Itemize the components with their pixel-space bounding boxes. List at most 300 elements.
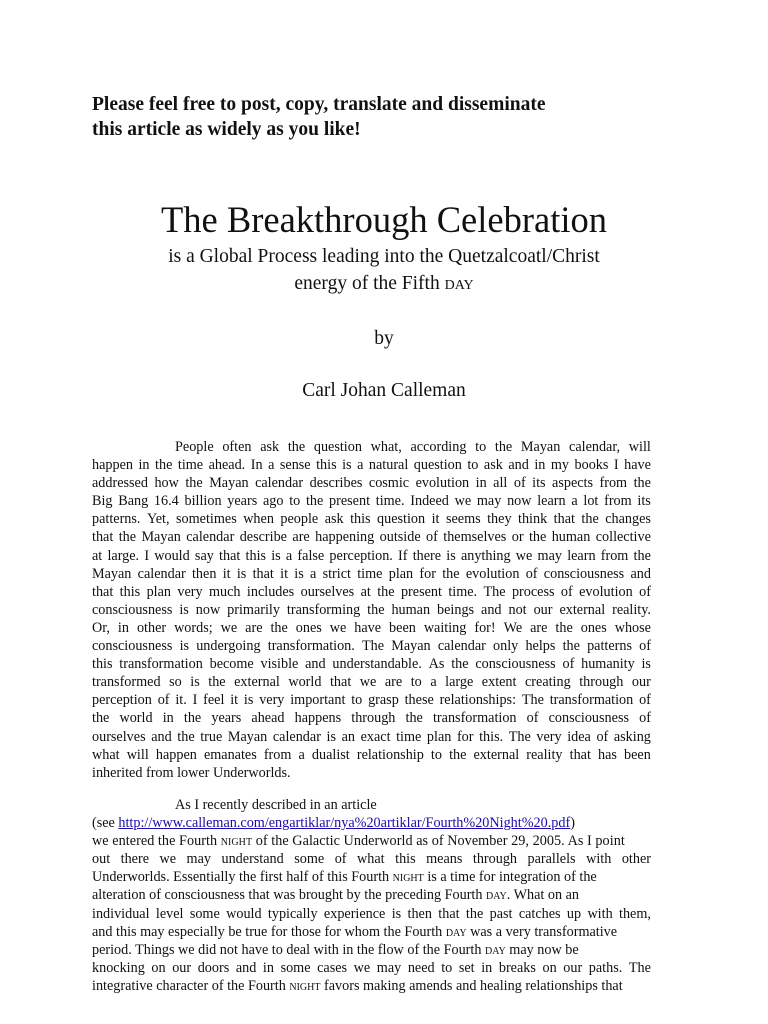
word: and bbox=[481, 601, 502, 618]
word: calendar bbox=[137, 565, 186, 582]
word: important bbox=[290, 692, 346, 709]
word: been bbox=[389, 619, 416, 636]
word: so bbox=[169, 674, 182, 691]
word: would bbox=[226, 905, 262, 922]
subtitle-line bbox=[0, 270, 768, 297]
word: that bbox=[569, 746, 591, 763]
word: of bbox=[525, 565, 538, 582]
word: experience bbox=[323, 905, 386, 922]
word: set bbox=[458, 959, 475, 976]
word: learn bbox=[537, 493, 566, 510]
word: become bbox=[209, 656, 254, 673]
word: may bbox=[186, 851, 211, 868]
word: the bbox=[555, 619, 573, 636]
word: our bbox=[533, 601, 553, 618]
word: to bbox=[475, 439, 487, 455]
word: that bbox=[553, 511, 575, 528]
smallcaps-word: day bbox=[445, 923, 467, 940]
word: to bbox=[351, 692, 363, 709]
word: will bbox=[628, 439, 651, 455]
text-run: integrative character of the Fourth bbox=[92, 977, 290, 994]
word: then bbox=[407, 905, 432, 922]
word: Yet, bbox=[146, 511, 170, 528]
paragraph-line bbox=[92, 850, 651, 868]
word: only bbox=[493, 638, 519, 655]
word: grasp bbox=[368, 692, 399, 709]
word: evolution bbox=[579, 583, 633, 600]
word: transformed bbox=[92, 674, 161, 691]
word: As bbox=[428, 656, 445, 673]
word: for bbox=[456, 728, 474, 745]
word: a bbox=[285, 547, 293, 564]
smallcaps-word: day bbox=[484, 941, 506, 958]
subtitle-text: energy of the Fifth bbox=[294, 273, 445, 294]
word: through bbox=[351, 710, 396, 727]
word: this bbox=[395, 851, 416, 868]
word: from bbox=[600, 547, 629, 564]
word: been bbox=[624, 746, 651, 763]
word: at bbox=[92, 547, 103, 564]
word: is bbox=[326, 728, 336, 745]
word: may bbox=[537, 547, 562, 564]
word: in bbox=[481, 959, 493, 976]
word: to bbox=[430, 746, 442, 763]
word: process bbox=[511, 583, 555, 600]
word: undergoing bbox=[196, 638, 261, 655]
word: at bbox=[360, 583, 371, 600]
word: in bbox=[117, 619, 129, 636]
word: emanates bbox=[203, 746, 257, 763]
paragraph-line bbox=[92, 923, 651, 941]
word: that bbox=[329, 674, 352, 691]
word: happen bbox=[155, 746, 197, 763]
paragraph-line bbox=[92, 959, 651, 977]
smallcaps-word: night bbox=[220, 833, 253, 850]
text-run: (see bbox=[92, 815, 119, 832]
word: exact bbox=[360, 728, 391, 745]
word: often bbox=[222, 439, 252, 455]
word: have bbox=[354, 619, 382, 636]
word: are bbox=[384, 674, 403, 691]
word: on bbox=[542, 959, 557, 976]
word: world bbox=[119, 710, 153, 727]
smallcaps-word: day bbox=[486, 887, 507, 904]
word: in bbox=[138, 457, 150, 474]
word: level bbox=[155, 905, 184, 922]
word: seems bbox=[445, 511, 481, 528]
word: the bbox=[155, 457, 173, 474]
word: think bbox=[518, 511, 548, 528]
paragraph-line bbox=[92, 583, 651, 601]
word: the bbox=[581, 511, 599, 528]
text-run: favors making amends and healing relationships that bbox=[320, 977, 623, 994]
word: to bbox=[467, 457, 479, 474]
word: the bbox=[528, 529, 547, 546]
word: with bbox=[587, 905, 613, 922]
word: my bbox=[550, 457, 570, 474]
paragraph-line bbox=[92, 728, 651, 746]
text-run: . What on an bbox=[506, 887, 579, 904]
word: ones bbox=[580, 619, 607, 636]
word: sense bbox=[279, 457, 311, 474]
word: individual bbox=[92, 905, 150, 922]
word: has bbox=[598, 746, 617, 763]
word: from bbox=[604, 493, 632, 510]
word: have bbox=[624, 457, 651, 474]
word: consciousness bbox=[543, 565, 625, 582]
text-run: of the Galactic Underworld as of November 29, 2005. As I point bbox=[252, 833, 625, 850]
word: and bbox=[630, 565, 651, 582]
word: understand bbox=[221, 851, 284, 868]
word: understandable. bbox=[332, 656, 422, 673]
word: of bbox=[560, 583, 573, 600]
word: for! bbox=[474, 619, 496, 636]
word: external bbox=[559, 601, 606, 618]
word: transformation bbox=[432, 710, 517, 727]
word: includes bbox=[246, 583, 295, 600]
word: present bbox=[329, 493, 371, 510]
word: we bbox=[159, 851, 177, 868]
word: this. bbox=[479, 728, 504, 745]
word: I bbox=[613, 457, 619, 474]
paragraph-line bbox=[92, 868, 651, 886]
word: In bbox=[250, 457, 263, 474]
word: are bbox=[292, 529, 310, 546]
word: the bbox=[305, 493, 324, 510]
word: we bbox=[359, 674, 377, 691]
word: of bbox=[157, 692, 170, 709]
paragraph-line bbox=[92, 492, 651, 510]
word: not bbox=[508, 601, 527, 618]
word: of bbox=[639, 710, 651, 727]
word: consciousness bbox=[92, 601, 173, 618]
smallcaps-word: night bbox=[392, 869, 424, 886]
word: we bbox=[329, 619, 347, 636]
text-run: is a time for integration of the bbox=[423, 869, 597, 886]
word: the bbox=[451, 656, 469, 673]
word: is bbox=[342, 457, 352, 474]
word: Mayan bbox=[227, 728, 268, 745]
word: we bbox=[515, 547, 533, 564]
word: what, bbox=[370, 439, 402, 455]
word: or bbox=[511, 529, 524, 546]
word: reality bbox=[526, 746, 563, 763]
word: people bbox=[280, 511, 319, 528]
word: years bbox=[211, 710, 242, 727]
word: the bbox=[367, 601, 385, 618]
word: themselves bbox=[443, 529, 507, 546]
word: very bbox=[536, 728, 562, 745]
word: evolution bbox=[415, 475, 470, 492]
word: them, bbox=[619, 905, 651, 922]
word: years bbox=[227, 493, 258, 510]
word: ourselves bbox=[300, 583, 355, 600]
word: ask bbox=[483, 457, 503, 474]
word: humanity bbox=[581, 656, 635, 673]
word: the bbox=[92, 710, 110, 727]
word: Mayan bbox=[92, 565, 132, 582]
word: Mayan bbox=[391, 638, 431, 655]
word: in bbox=[534, 457, 546, 474]
word: of bbox=[334, 851, 347, 868]
word: our bbox=[563, 959, 583, 976]
word: to bbox=[410, 674, 422, 691]
word: ones bbox=[295, 619, 322, 636]
word: much bbox=[209, 583, 241, 600]
word: addressed bbox=[92, 475, 148, 492]
word: of bbox=[596, 728, 609, 745]
body-paragraph-2 bbox=[92, 796, 651, 995]
word: and bbox=[151, 728, 172, 745]
word: some bbox=[280, 959, 311, 976]
word: time. bbox=[375, 493, 405, 510]
word: The bbox=[483, 583, 506, 600]
word: ourselves bbox=[92, 728, 146, 745]
word: with bbox=[586, 851, 612, 868]
word: reality. bbox=[612, 601, 651, 618]
word: calendar bbox=[255, 475, 304, 492]
word: doors bbox=[197, 959, 230, 976]
word: a bbox=[268, 457, 275, 474]
smallcaps-word: night bbox=[289, 977, 321, 994]
word: consciousness bbox=[475, 656, 556, 673]
word: The bbox=[628, 959, 651, 976]
word: creating bbox=[525, 674, 571, 691]
word: transforming bbox=[286, 601, 361, 618]
word: The bbox=[362, 638, 385, 655]
paragraph-line bbox=[92, 977, 651, 995]
word: all bbox=[493, 475, 508, 492]
word: now bbox=[195, 601, 221, 618]
share-notice-line: this article as widely as you like! bbox=[92, 119, 361, 140]
word: aspects bbox=[552, 475, 594, 492]
paragraph-line bbox=[92, 832, 651, 850]
word: our bbox=[631, 674, 651, 691]
word: we bbox=[454, 493, 472, 510]
word: collective bbox=[595, 529, 651, 546]
word: are bbox=[530, 619, 548, 636]
word: is bbox=[190, 674, 200, 691]
subtitle-smallcaps: day bbox=[444, 273, 474, 294]
word: perception. bbox=[329, 547, 393, 564]
word: patterns bbox=[587, 638, 632, 655]
word: perception bbox=[92, 692, 152, 709]
word: question bbox=[377, 511, 426, 528]
word: on bbox=[151, 959, 166, 976]
text-run: may now be bbox=[505, 941, 579, 958]
word: it bbox=[230, 692, 239, 709]
word: describe bbox=[239, 529, 287, 546]
word: the bbox=[465, 905, 484, 922]
word: calendar bbox=[186, 529, 235, 546]
word: is bbox=[641, 656, 651, 673]
word: happens bbox=[294, 710, 342, 727]
paragraph-line bbox=[92, 547, 651, 565]
word: its bbox=[532, 475, 546, 492]
word: our bbox=[172, 959, 192, 976]
word: this bbox=[92, 656, 113, 673]
word: external bbox=[234, 674, 280, 691]
paragraph-line bbox=[92, 886, 651, 904]
word: time bbox=[396, 728, 422, 745]
article-title: The Breakthrough Celebration bbox=[161, 199, 607, 240]
word: means bbox=[426, 851, 463, 868]
word: what bbox=[92, 746, 120, 763]
article-link[interactable]: http://www.calleman.com/engartiklar/nya%20artiklar/Fourth%20Night%20.pdf bbox=[118, 815, 571, 832]
word: the bbox=[377, 583, 395, 600]
word: the bbox=[118, 529, 137, 546]
word: world bbox=[288, 674, 322, 691]
word: transformation bbox=[119, 656, 203, 673]
word: calendar bbox=[437, 638, 486, 655]
word: there bbox=[120, 851, 149, 868]
word: plan bbox=[388, 565, 414, 582]
word: the bbox=[633, 547, 651, 564]
paragraph-line bbox=[92, 673, 651, 691]
word: through bbox=[472, 851, 518, 868]
paragraph-line bbox=[92, 510, 651, 528]
word: the bbox=[177, 728, 195, 745]
paragraph-line bbox=[92, 814, 651, 832]
word: beings bbox=[437, 601, 475, 618]
word: past bbox=[489, 905, 513, 922]
word: what bbox=[357, 851, 385, 868]
word: other bbox=[136, 619, 167, 636]
word: is bbox=[179, 601, 189, 618]
word: primarily bbox=[227, 601, 280, 618]
text-run: period. Things we did not have to deal with in the flow of the Fourth bbox=[92, 941, 485, 958]
word: the bbox=[208, 674, 226, 691]
word: when bbox=[243, 511, 274, 528]
word: of bbox=[526, 710, 539, 727]
word: happening bbox=[315, 529, 375, 546]
word: that bbox=[92, 529, 114, 546]
word: is bbox=[179, 638, 190, 655]
word: human bbox=[551, 529, 591, 546]
word: is bbox=[446, 547, 456, 564]
word: Mayan bbox=[141, 529, 181, 546]
word: need bbox=[407, 959, 435, 976]
share-notice-line: Please feel free to post, copy, translate and disseminate bbox=[92, 94, 546, 115]
word: typically bbox=[267, 905, 318, 922]
word: from bbox=[599, 475, 628, 492]
word: Big bbox=[92, 493, 113, 510]
text-run: ) bbox=[570, 815, 575, 832]
word: the bbox=[442, 565, 460, 582]
word: these bbox=[404, 692, 434, 709]
word: and bbox=[508, 457, 529, 474]
word: consciousness bbox=[92, 638, 173, 655]
paragraph-line: inherited from lower Underworlds. bbox=[92, 764, 291, 781]
word: visible bbox=[260, 656, 299, 673]
paragraph-line bbox=[92, 709, 651, 727]
word: calendar bbox=[272, 728, 321, 745]
word: 16.4 bbox=[153, 493, 179, 510]
text-run: was a very transformative bbox=[466, 923, 618, 940]
word: People bbox=[175, 439, 214, 455]
word: this bbox=[316, 457, 337, 474]
word: will bbox=[126, 746, 149, 763]
word: a bbox=[357, 457, 364, 474]
word: learn bbox=[567, 547, 596, 564]
word: Indeed bbox=[410, 493, 449, 510]
word: to bbox=[289, 493, 301, 510]
word: may bbox=[476, 493, 502, 510]
word: paths. bbox=[588, 959, 623, 976]
word: outside bbox=[379, 529, 421, 546]
word: then bbox=[191, 565, 217, 582]
word: catches bbox=[518, 905, 561, 922]
paragraph-line bbox=[92, 746, 651, 764]
word: patterns. bbox=[92, 511, 141, 528]
word: consciousness bbox=[548, 710, 629, 727]
word: in bbox=[475, 475, 487, 492]
word: of bbox=[639, 692, 651, 709]
paragraph-line bbox=[92, 619, 651, 637]
word: Or, bbox=[92, 619, 110, 636]
word: very bbox=[259, 692, 285, 709]
word: very bbox=[177, 583, 203, 600]
word: large. bbox=[107, 547, 140, 564]
word: describes bbox=[309, 475, 363, 492]
word: through bbox=[579, 674, 624, 691]
paragraph-line bbox=[92, 637, 651, 655]
paragraph-line bbox=[92, 474, 651, 492]
word: Bang bbox=[118, 493, 149, 510]
word: is bbox=[236, 565, 247, 582]
word: and bbox=[305, 656, 326, 673]
word: happen bbox=[92, 457, 133, 474]
word: it bbox=[222, 565, 231, 582]
word: knocking bbox=[92, 959, 145, 976]
word: would bbox=[154, 547, 190, 564]
word: transformation bbox=[549, 692, 634, 709]
word: cases bbox=[317, 959, 348, 976]
word: helps bbox=[525, 638, 556, 655]
word: relationship bbox=[356, 746, 424, 763]
word: I bbox=[192, 692, 198, 709]
word: is bbox=[271, 547, 281, 564]
word: up bbox=[566, 905, 582, 922]
word: dualist bbox=[311, 746, 350, 763]
word: ago bbox=[262, 493, 284, 510]
body-paragraph-1 bbox=[92, 438, 651, 782]
author-name: Carl Johan Calleman bbox=[302, 380, 466, 401]
paragraph-line bbox=[92, 941, 651, 959]
word: the bbox=[270, 619, 288, 636]
word: time bbox=[357, 565, 383, 582]
word: human bbox=[391, 601, 431, 618]
word: evolution bbox=[465, 565, 520, 582]
word: ask bbox=[260, 439, 280, 455]
word: that bbox=[252, 565, 274, 582]
word: external bbox=[473, 746, 520, 763]
word: how bbox=[154, 475, 179, 492]
word: the bbox=[185, 475, 203, 492]
word: question bbox=[313, 439, 362, 455]
word: strict bbox=[322, 565, 351, 582]
word: natural bbox=[368, 457, 409, 474]
word: question bbox=[413, 457, 462, 474]
word: whose bbox=[614, 619, 651, 636]
word: large bbox=[445, 674, 474, 691]
word: that bbox=[92, 583, 114, 600]
word: is bbox=[243, 692, 254, 709]
share-notice bbox=[92, 92, 692, 142]
paragraph-line bbox=[92, 655, 651, 673]
word: lot bbox=[583, 493, 599, 510]
word: some bbox=[189, 905, 220, 922]
